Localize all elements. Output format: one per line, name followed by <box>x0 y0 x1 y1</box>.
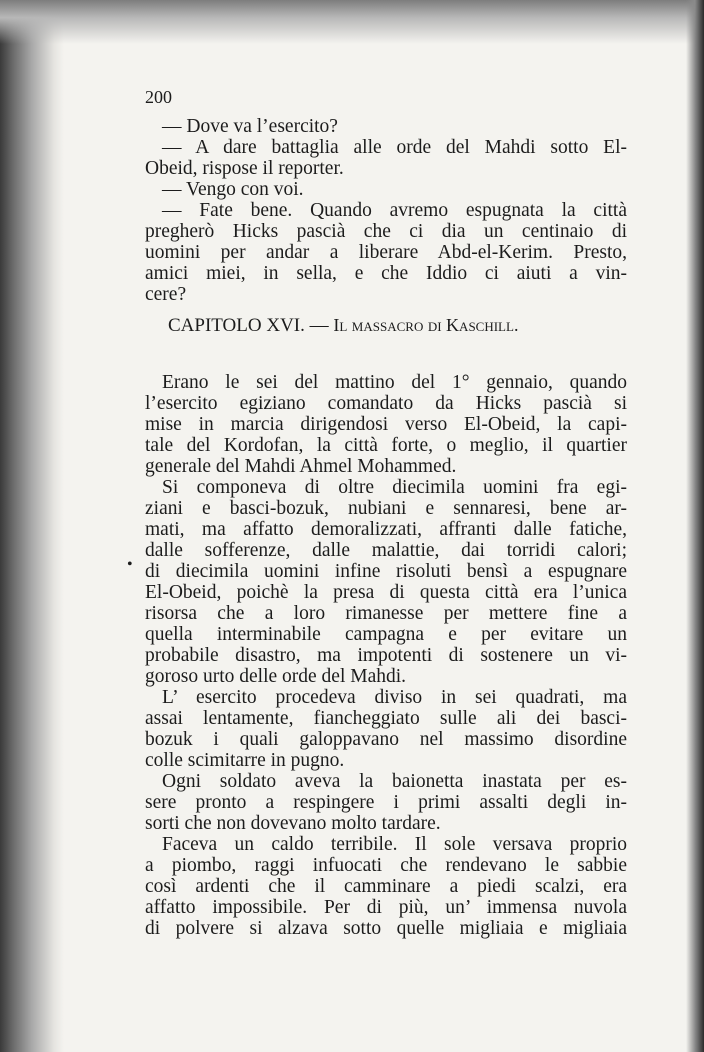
text-line: così ardenti che il camminare a piedi scalzi, era <box>145 876 627 897</box>
text-line: pregherò Hicks pascià che ci dia un centinaio di <box>145 221 627 242</box>
text-line: dalle sofferenze, dalle malattie, dai torridi calori; <box>145 540 627 561</box>
margin-mark: • <box>127 556 133 573</box>
text-line: mise in marcia dirigendosi verso El-Obeid, la capi- <box>145 414 627 435</box>
text-line: Obeid, rispose il reporter. <box>145 158 344 179</box>
text-line: quella interminabile campagna e per evitare un <box>145 624 627 645</box>
text-line: sere pronto a respingere i primi assalti degli in- <box>145 792 627 813</box>
chapter-title: Il massacro di Kaschill. <box>333 315 519 335</box>
text-line: a piombo, raggi infuocati che rendevano le sabbie <box>145 855 627 876</box>
text-line: Ogni soldato aveva la baionetta inastata per es- <box>162 771 627 792</box>
text-line: Erano le sei del mattino del 1° gennaio, quando <box>162 372 627 393</box>
text-line: risorsa che a loro rimanesse per mettere fine a <box>145 603 627 624</box>
binding-shadow <box>0 0 64 1052</box>
text-line: probabile disastro, ma impotenti di sostenere un vi- <box>145 645 627 666</box>
text-line: l’esercito egiziano comandato da Hicks pascià si <box>145 393 627 414</box>
text-line: sorti che non dovevano molto tardare. <box>145 813 441 834</box>
text-line: — Dove va l’esercito? <box>162 116 338 137</box>
chapter-heading <box>168 315 608 337</box>
text-line: L’ esercito procedeva diviso in sei quadrati, ma <box>162 687 627 708</box>
top-edge-shadow <box>0 0 704 44</box>
text-line: bozuk i quali galoppavano nel massimo disordine <box>145 729 627 750</box>
text-line: mati, ma affatto demoralizzati, affranti dalle fatiche, <box>145 519 627 540</box>
text-line: — Fate bene. Quando avremo espugnata la città <box>162 200 627 221</box>
right-edge-shadow <box>686 0 704 1052</box>
text-line: colle scimitarre in pugno. <box>145 750 345 771</box>
text-line: amici miei, in sella, e che Iddio ci aiuti a vin- <box>145 263 627 284</box>
text-line: Faceva un caldo terribile. Il sole versava proprio <box>162 834 627 855</box>
text-line: — A dare battaglia alle orde del Mahdi sotto El- <box>162 137 627 158</box>
text-line: tale del Kordofan, la città forte, o meglio, il quartier <box>145 435 627 456</box>
text-line: assai lentamente, fiancheggiato sulle ali dei basci- <box>145 708 627 729</box>
text-line: ziani e basci-bozuk, nubiani e sennaresi, bene ar- <box>145 498 627 519</box>
text-line: goroso urto delle orde del Mahdi. <box>145 666 407 687</box>
text-line: affatto impossibile. Per di più, un’ immensa nuvola <box>145 897 627 918</box>
chapter-number: CAPITOLO XVI. — <box>168 315 329 336</box>
text-line: El-Obeid, poichè la presa di questa città era l’unica <box>145 582 627 603</box>
text-line: uomini per andar a liberare Abd-el-Kerim. Presto, <box>145 242 627 263</box>
text-line: Si componeva di oltre diecimila uomini fra egi- <box>162 477 627 498</box>
text-line: di diecimila uomini infine risoluti bensì a espugnare <box>145 561 627 582</box>
page-number: 200 <box>145 87 172 107</box>
text-line: — Vengo con voi. <box>162 179 304 200</box>
text-line: generale del Mahdi Ahmel Mohammed. <box>145 456 457 477</box>
text-line: di polvere si alzava sotto quelle migliaia e migliaia <box>145 918 627 939</box>
text-line: cere? <box>145 284 187 305</box>
